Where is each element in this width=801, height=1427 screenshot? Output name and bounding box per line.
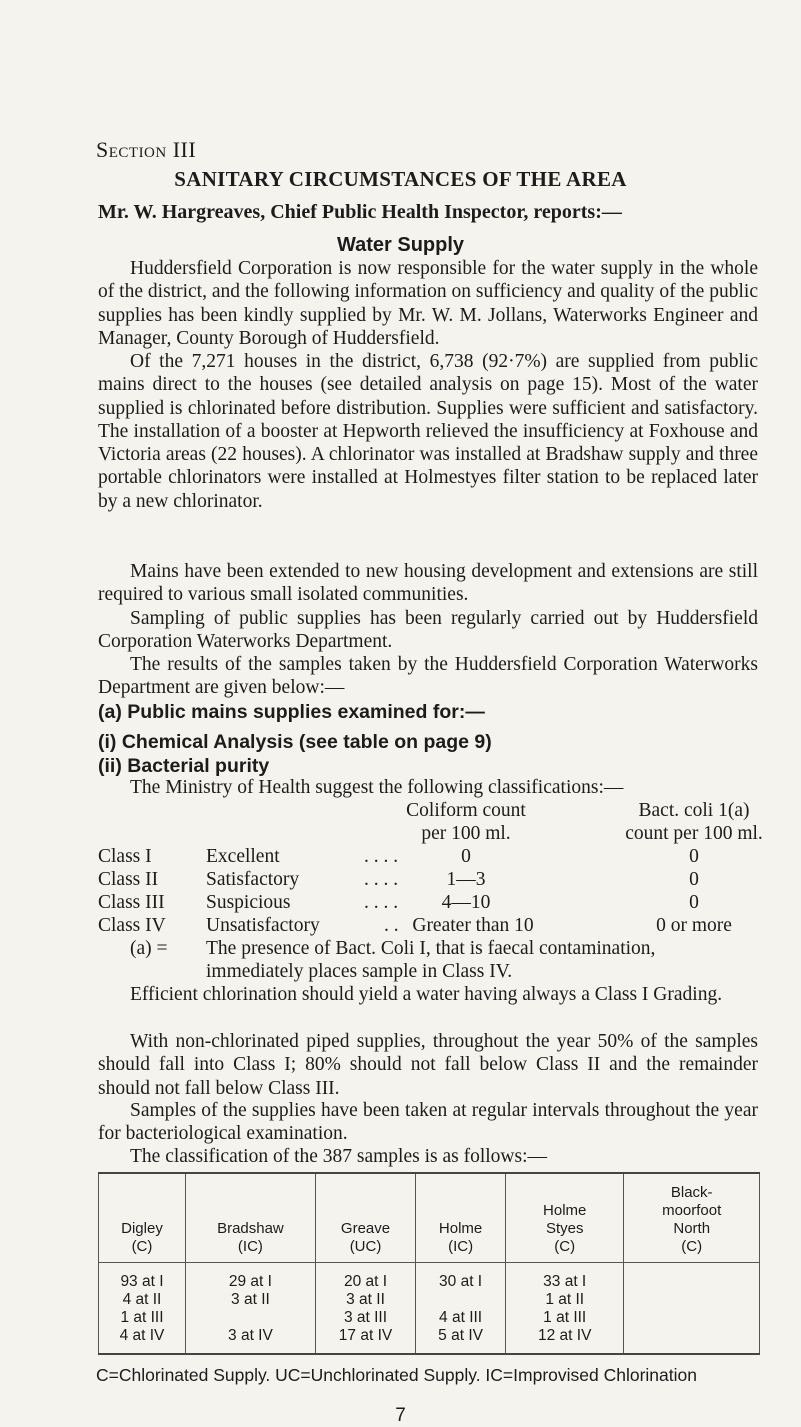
section-label: Section III xyxy=(96,137,197,162)
coliform-header-line2: per 100 ml. xyxy=(421,823,511,844)
page-number: 7 xyxy=(395,1405,406,1426)
class-row-desc: Unsatisfactory xyxy=(206,915,320,936)
chemical-analysis-item: (i) Chemical Analysis (see table on page 9) xyxy=(98,731,492,753)
paragraph-samples-taken: Samples of the supplies have been taken at regular intervals throughout the year for bacteriological examination. xyxy=(98,1100,758,1145)
table-header-cell: Bradshaw (IC) xyxy=(185,1173,315,1263)
table-row xyxy=(99,1263,760,1355)
table-cell: 20 at I 3 at II 3 at III 17 at IV xyxy=(315,1263,415,1355)
table-cell: 30 at I 4 at III 5 at IV xyxy=(416,1263,506,1355)
coliform-header-line1: Coliform count xyxy=(406,800,526,821)
paragraph-efficient-chlorination: Efficient chlorination should yield a water having always a Class I Grading. xyxy=(130,984,723,1005)
class-row-dots: . . xyxy=(384,915,399,936)
bact-header-line2: count per 100 ml. xyxy=(625,823,763,844)
classification-note-line2: immediately places sample in Class IV. xyxy=(206,961,513,982)
class-row-coliform: Greater than 10 xyxy=(412,915,534,936)
public-mains-heading: (a) Public mains supplies examined for:— xyxy=(98,701,485,723)
class-row-coliform: 1—3 xyxy=(446,869,486,890)
samples-table xyxy=(98,1172,760,1355)
class-row-desc: Excellent xyxy=(206,846,280,867)
class-row-label: Class I xyxy=(98,846,152,867)
class-row-label: Class II xyxy=(98,869,159,890)
reporter-line: Mr. W. Hargreaves, Chief Public Health Inspector, reports:— xyxy=(98,201,622,223)
water-supply-heading: Water Supply xyxy=(336,234,465,256)
class-row-bact: 0 xyxy=(689,892,699,913)
classification-note-label: (a) = xyxy=(130,938,168,959)
table-footnote: C=Chlorinated Supply. UC=Unchlorinated Supply. IC=Improvised Chlorination xyxy=(96,1365,697,1385)
class-row-dots: . . . . xyxy=(364,892,399,913)
class-row-dots: . . . . xyxy=(364,869,399,890)
table-cell: 93 at I 4 at II 1 at III 4 at IV xyxy=(99,1263,186,1355)
class-row-coliform: 0 xyxy=(461,846,471,867)
table-cell: 33 at I 1 at II 1 at III 12 at IV xyxy=(506,1263,624,1355)
class-row-desc: Suspicious xyxy=(206,892,291,913)
class-row-bact: 0 xyxy=(689,846,699,867)
paragraph-responsibility: Huddersfield Corporation is now responsible for the water supply in the whole of the district, and the following information on sufficiency and quality of the public supplies has been kindly supplied by Mr. W. M. Jollans, Waterworks Engineer and Manager, County Borough of Huddersfield. xyxy=(98,258,758,349)
class-row-dots: . . . . xyxy=(364,846,399,867)
class-row-label: Class IV xyxy=(98,915,166,936)
classification-note-line1: The presence of Bact. Coli I, that is faecal contamination, xyxy=(206,938,656,959)
ministry-line: The Ministry of Health suggest the following classifications:— xyxy=(130,777,624,798)
table-header-cell: Holme Styes (C) xyxy=(506,1173,624,1263)
table-header-cell: Holme (IC) xyxy=(416,1173,506,1263)
class-row-coliform: 4—10 xyxy=(441,892,491,913)
table-header-cell: Greave (UC) xyxy=(315,1173,415,1263)
table-cell xyxy=(624,1263,760,1355)
class-row-bact: 0 or more xyxy=(656,915,732,936)
class-row-bact: 0 xyxy=(689,869,699,890)
class-row-label: Class III xyxy=(98,892,165,913)
paragraph-classification: The classification of the 387 samples is as follows:— xyxy=(130,1146,548,1167)
paragraph-results: The results of the samples taken by the Huddersfield Corporation Waterworks Department are given below:— xyxy=(98,654,758,699)
class-row-desc: Satisfactory xyxy=(206,869,300,890)
paragraph-sampling: Sampling of public supplies has been regularly carried out by Huddersfield Corporation Waterworks Department. xyxy=(98,608,758,653)
paragraph-non-chlorinated: With non-chlorinated piped supplies, throughout the year 50% of the samples should fall into Class I; 80% should not fall below Class II and the remainder should not fall below Class III. xyxy=(98,1031,758,1099)
table-header-row xyxy=(99,1173,760,1263)
bacterial-purity-item: (ii) Bacterial purity xyxy=(98,755,270,777)
bact-header-line1: Bact. coli 1(a) xyxy=(638,800,750,821)
samples-table-wrap xyxy=(98,1172,760,1352)
table-cell: 29 at I 3 at II 3 at IV xyxy=(185,1263,315,1355)
page-title: SANITARY CIRCUMSTANCES OF THE AREA xyxy=(174,167,627,191)
table-header-cell: Digley (C) xyxy=(99,1173,186,1263)
table-header-cell: Black-moorfoot North (C) xyxy=(624,1173,760,1263)
paragraph-houses: Of the 7,271 houses in the district, 6,738 (92·7%) are supplied from public mains direct to the houses (see detailed analysis on page 15). Most of the water supplied is chlorinated before distribution. Supplies were sufficient and satisfactory. The installation of a booster at Hepworth relieved the insufficiency at Foxhouse and Victoria areas (22 houses). A chlorinator was installed at Bradshaw supply and three portable chlorinators were installed at Holmestyes filter station to be replaced later by a new chlorinator. xyxy=(98,351,758,512)
paragraph-mains: Mains have been extended to new housing development and extensions are still required to various small isolated communities. xyxy=(98,561,758,606)
